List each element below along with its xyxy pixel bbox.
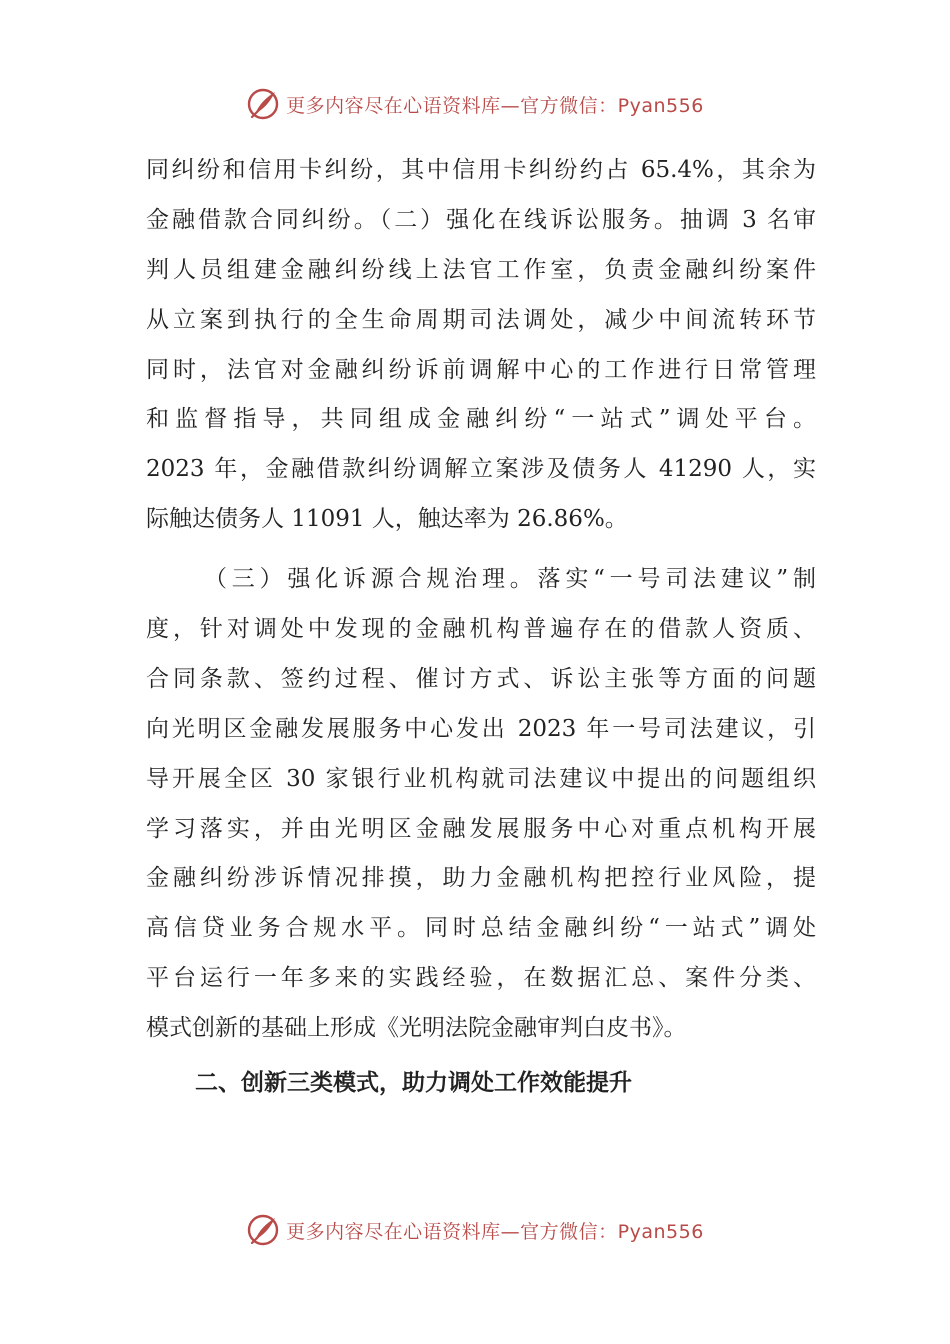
paragraph-line: 判人员组建金融纠纷线上法官工作室，负责金融纠纷案件 — [146, 256, 816, 283]
paragraph-line: 模式创新的基础上形成《光明法院金融审判白皮书》。 — [146, 1015, 687, 1042]
header-watermark — [0, 86, 950, 122]
paragraph-line: 和监督指导，共同组成金融纠纷“一站式”调处平台。 — [146, 406, 816, 433]
section-heading: 二、创新三类模式，助力调处工作效能提升 — [195, 1070, 632, 1096]
watermark-text: 更多内容尽在心语资料库—官方微信：Pyan556 — [286, 1220, 704, 1243]
paragraph-line: 同时，法官对金融纠纷诉前调解中心的工作进行日常管理 — [146, 356, 816, 383]
paragraph-line: 导开展全区 30 家银行业机构就司法建议中提出的问题组织 — [146, 765, 816, 792]
footer-watermark — [0, 1212, 950, 1248]
paragraph-line: 从立案到执行的全生命周期司法调处，减少中间流转环节 — [146, 306, 816, 333]
watermark-text: 更多内容尽在心语资料库—官方微信：Pyan556 — [286, 94, 704, 117]
paragraph-line: 合同条款、签约过程、催讨方式、诉讼主张等方面的问题 — [146, 665, 816, 692]
paragraph-line: 度，针对调处中发现的金融机构普遍存在的借款人资质、 — [146, 616, 816, 643]
paragraph-line: 同纠纷和信用卡纠纷，其中信用卡纠纷约占 65.4%，其余为 — [146, 157, 816, 183]
paragraph-line: 金融借款合同纠纷。（二）强化在线诉讼服务。抽调 3 名审 — [146, 206, 816, 233]
paragraph-line: 学习落实，并由光明区金融发展服务中心对重点机构开展 — [146, 815, 816, 842]
paragraph-line: 向光明区金融发展服务中心发出 2023 年一号司法建议，引 — [146, 715, 816, 742]
paragraph-line: 2023 年，金融借款纠纷调解立案涉及债务人 41290 人，实 — [146, 456, 816, 483]
paragraph-line: 高信贷业务合规水平。同时总结金融纠纷“一站式”调处 — [146, 915, 816, 942]
paragraph-first-line: （三）强化诉源合规治理。落实“一号司法建议”制 — [204, 566, 816, 593]
paragraph-line: 金融纠纷涉诉情况排摸，助力金融机构把控行业风险，提 — [146, 865, 816, 892]
paragraph-line: 际触达债务人 11091 人，触达率为 26.86%。 — [146, 506, 628, 533]
quill-pen-icon — [246, 87, 280, 121]
document-body — [146, 146, 816, 1054]
paragraph-line: 平台运行一年多来的实践经验，在数据汇总、案件分类、 — [146, 965, 816, 992]
quill-pen-icon — [246, 1213, 280, 1247]
